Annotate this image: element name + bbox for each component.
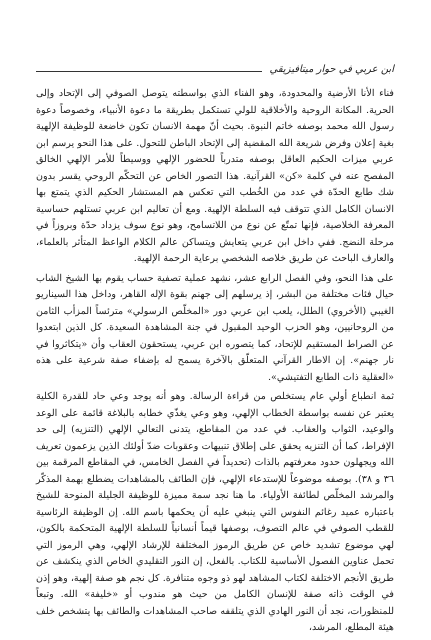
paragraph: على هذا النحو، وفي الفصل الرابع عشر، نشهد عملية تصفية حساب يقوم بها الشيخ الشاب حيال فئات مختلفة من البشر، إذ يرسلهم إلى جهنم بقوة الإله القاهر، وداخل هذا السيناريو الغيبي (الأخروي) الطلل، يلعب ابن عربي دور «المخلّص الرسولي» مترئساً المزأب الثامن من الروحانيين، وهو الحزب الوحيد المقبول في جنة المشاهدة السعيدة. كل الذين ابتعدوا عن الصراط المستقيم للإتحاد، كما يتصوره ابن عربي، يستحقون العقاب وأن «يتكاثروا في نار جهنم». إن الاطار القرآني المتعلّق بالآخرة يسمح له بإضفاء صفة شرعية على هذه «العقلية ذات الطابع التفتيشي». [36,272,394,383]
header-rule [36,71,262,72]
page-body [36,86,395,633]
running-header [36,64,394,79]
paragraph: فناء الأنا الأرضية والمحدودة، وهو الفناء الذي بواسطته يتوصل الصوفي إلى الإتحاد وإلى الحرية. المكانة الروحية والأخلاقية للولي تستكمل بطريقة ما دعوة الأنبياء، وخصوصاً دعوة رسول الله محمد بوصفه خاتم النبوة. بحيث أنّ مهمة الانسان تكون خاضعة للوظيفة الإلهية بغية إعلان وفرض شريعة الله المقضية إلى الإتحاد الباطن للتحول. على هذا النحو يرسم ابن عربي ميزات الحكيم العاقل بوصفه متدرباً للحضور الإلهي ووسيطاً للأمر الإلهي الخالق المفصح عنه في كلمة «كن» القرآنية. هذا التصور الخاص عن التحكّم الروحي يقسر بدون شك طابع الحدّة في عدد من الخُطب التي تعكس هم المستشار الحكيم الذي يتمتع بها الانسان الكامل الذي تتوقف فيه السلطة الإلهية. ومع أن تعاليم ابن عربي تستلهم حساسية المعرفة الخلاصية، فإنها تمتّع عن نوع من اللاتسامح، وهو نوع سوف يزداد حدّة وبروزاً في مرحلة النضج. ففي داخل ابن عربي يتعايش ويتساكن عالم الكلام الواعظ المتأثر بالعلماء، والعارف الباحث عن طريق خلاصه الشخصي برعاية الرحمة الإلهية. [36,88,394,264]
paragraph: ثمة انطباع أولي عام يستخلص من قراءة الرسالة. وهو أنه يوجد وعي حاد للقدرة الكلية يعتبر عن نفسه بواسطة الخطاب الإلهي، وهو وعي يغذّي خطابه بالبلاغة قائمة على الوعد والوعيد، الثواب والعقاب. في عدد من المقاطع، يتدنى التعالي الإلهي (التنزيه) إلى حد الإفراط، كما أن التنزيه يحقق على إطلاق تنبيهات وعقوبات ضدّ أولئك الذين يزعمون تعريف الله ويجهلون حدود معرفتهم بالذات (تحديداً في الفصل الخامس، في المقاطع المرقمة بين ٣٦ و ٣٨). بوصفه موضوعاً للإستدعاء الإلهي، فإن الطائف بالمشاهدات يضطلع بهمة المذكّر والمرشد المخلّص لطائفة الأولياء. ما هنا نجد سمة مميزة للوظيفة الجليلة المنوحة للشيخ باعتباره عميد رغائم النفوس التي ينبغي عليه أن يحكمها باسم الله. إن الوظيفة الرئاسية للقطب الصوفي في عالم التصوف، بوصفها قيماً أنسانياً للسلطة الإلهية المتحكمة بالكون، لهي موضوع تشديد خاص عن طريق الرموز المختلفة للإرشاد الإلهي، وهي الرموز التي تحمل عناوين الفصول الأساسية للكتاب. بالفعل، إن النور التقليدي الخاص الذي ينكشف عن طريق الأنجم الاختلفة لكتاب المشاهد لهو ذو وجوه متنافرة. كل نجم هو صفة إلهية، وهو إذن في الوقت ذاته صفة للإنسان الكامل من حيث هو مندوب أو «خليفة» الله. وتبعاً للمنظورات، نجد أن النور الهادي الذي يتلقفه صاحب المشاهدات والطائف بها يتشخص خلف هيئة المطلع، المرشد، [36,391,395,633]
running-header-title: ابن عربي في حوار ميتافيزيقي [269,64,394,75]
